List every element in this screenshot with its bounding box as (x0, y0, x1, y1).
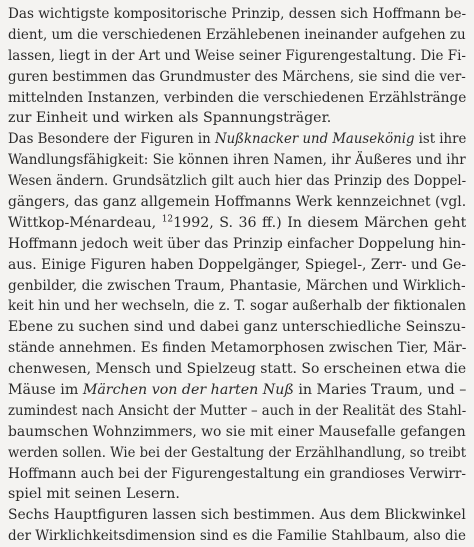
text-line: Hoffmann auch bei der Figurengestaltung ein grandioses Verwirr- (8, 465, 466, 482)
paragraph-3 (8, 505, 466, 547)
text-line: gängers, das ganz allgemein Hoffmanns Werk kennzeichnet (vgl. (8, 194, 466, 211)
text-line: mittelnden Instanzen, verbinden die verschiedenen Erzählstränge (8, 89, 466, 106)
document-page (8, 4, 466, 547)
text-line: stände annehmen. Es finden Metamorphosen zwischen Tier, Mär- (8, 340, 466, 357)
text-line: guren bestimmen das Grundmuster des Märchens, sie sind die ver- (8, 68, 466, 85)
text-line: chenwesen, Mensch und Spielzeug statt. So erscheinen etwa die (8, 361, 466, 378)
text-line: werden sollen. Wie bei der Gestaltung der Erzählhandlung, so treibt (8, 444, 466, 461)
text-line: zumindest nach Ansicht der Mutter – auch in der Realität des Stahl- (8, 402, 466, 419)
text-line-citation (8, 213, 466, 234)
text-line-with-title (8, 129, 466, 150)
text-line: aus. Einige Figuren haben Doppelgänger, Spiegel-, Zerr- und Ge- (8, 256, 466, 273)
text-line: keit hin und her wechseln, die z. T. sogar außerhalb der fiktionalen (8, 298, 466, 315)
text-span: ist ihre (414, 131, 466, 148)
text-span: Das Besondere der Figuren in (8, 131, 215, 148)
text-line: baumschen Wohnzimmers, wo sie mit einer Mausefalle gefangen (8, 423, 466, 440)
text-line: lassen, liegt in der Art und Weise seiner Figurengestaltung. Die Fi- (8, 47, 466, 64)
text-span: Wittkop-Ménardeau, (8, 214, 162, 231)
paragraph-1 (8, 4, 466, 129)
text-line: genbilder, die zwischen Traum, Phantasie, Märchen und Wirklich- (8, 277, 466, 294)
text-line: Sechs Hauptfiguren lassen sich bestimmen. Aus dem Blickwinkel (8, 507, 466, 524)
text-line: zur Einheit und wirken als Spannungsträger. (8, 110, 332, 127)
text-line: der Wirklichkeitsdimension sind es die Familie Stahlbaum, also die (8, 528, 466, 545)
text-line: Wesen ändern. Grundsätzlich gilt auch hier das Prinzip des Doppel- (8, 173, 466, 190)
text-line: dient, um die verschiedenen Erzählebenen ineinander aufgehen zu (8, 26, 466, 43)
paragraph-2 (8, 129, 466, 505)
text-span: 1992, S. 36 ff.) In diesem Märchen geht (173, 214, 466, 231)
text-line: Das wichtigste kompositorische Prinzip, dessen sich Hoffmann be- (8, 6, 466, 22)
text-line-with-title (8, 380, 466, 401)
text-line: Hoffmann jedoch weit über das Prinzip einfacher Doppelung hin- (8, 235, 466, 252)
text-span: Mäuse im (8, 382, 83, 399)
work-title: Nußknacker und Mausekönig (214, 131, 415, 148)
text-line: Ebene zu suchen sind und dabei ganz unterschiedliche Seinszu- (8, 319, 466, 336)
text-line: Wandlungsfähigkeit: Sie können ihren Namen, ihr Äußeres und ihr (8, 152, 466, 169)
work-title: Märchen von der harten Nuß (82, 382, 294, 399)
text-line: spiel mit seinen Lesern. (8, 486, 180, 503)
edition-superscript: 12 (161, 214, 174, 225)
text-span: in Maries Traum, und – (293, 382, 466, 399)
